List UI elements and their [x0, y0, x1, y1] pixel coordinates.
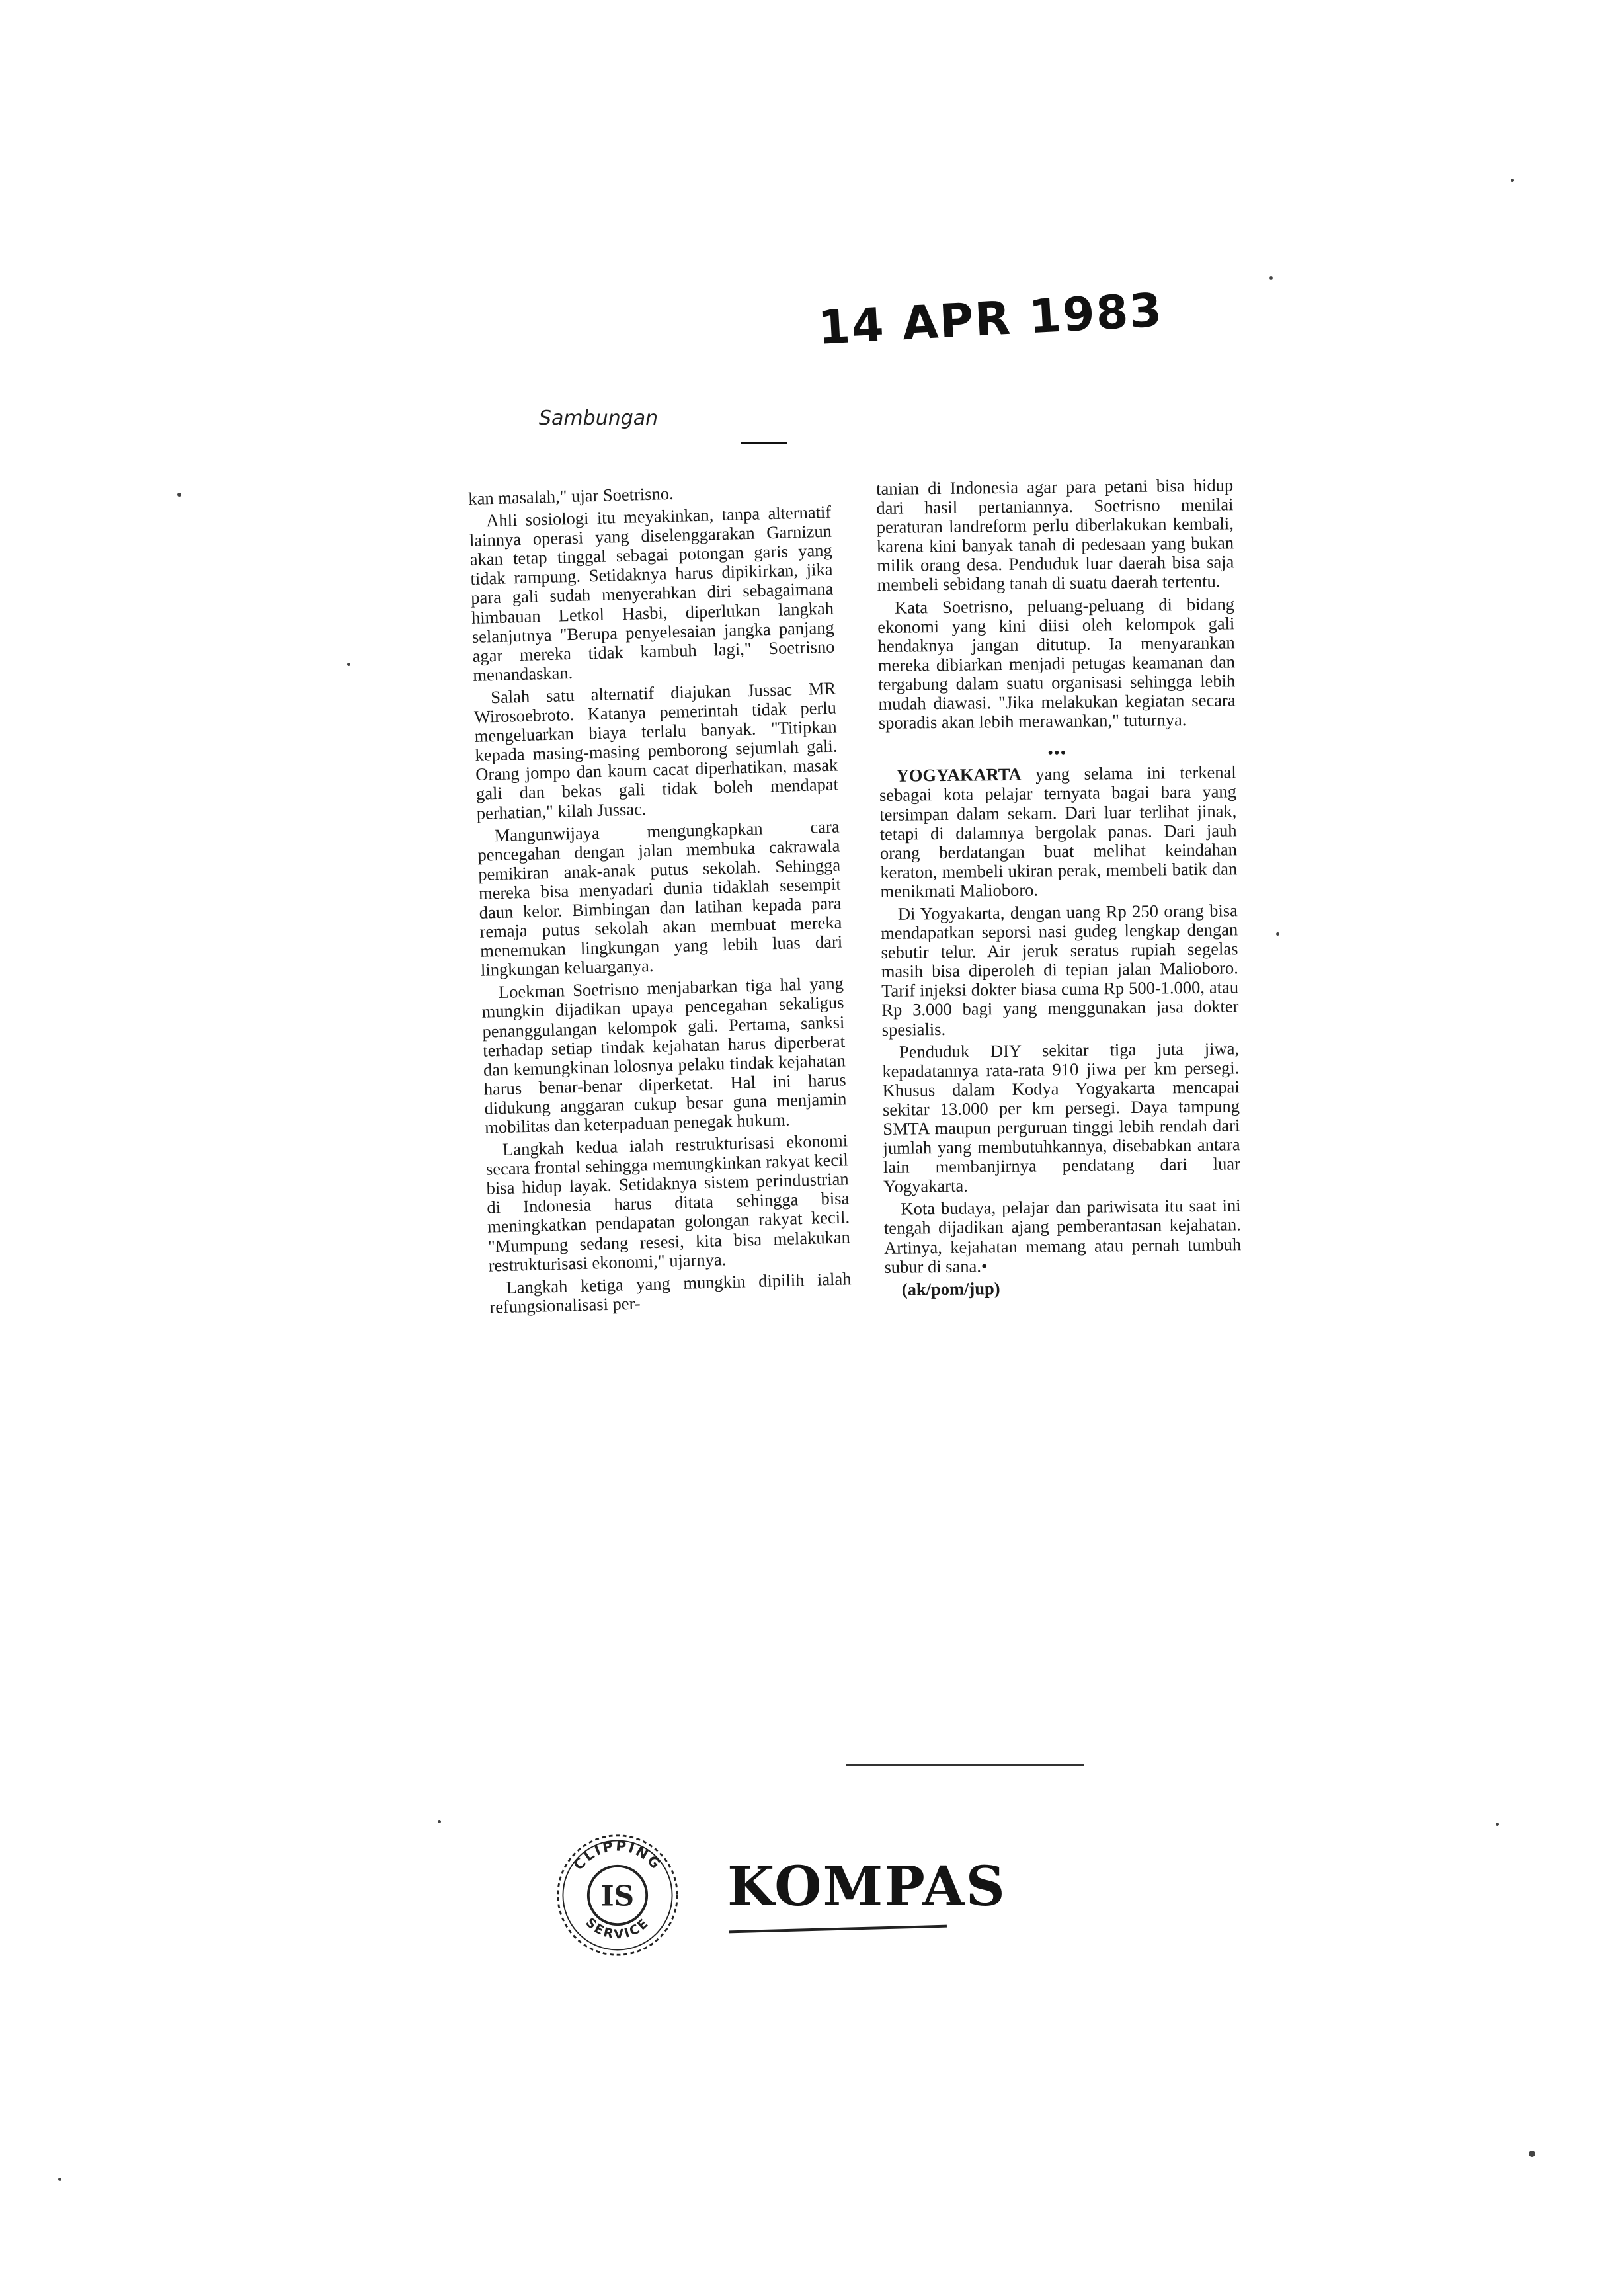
- article-paragraph: Ahli sosiologi itu meyakinkan, tanpa alternatif lainnya operasi yang diselenggarakan Garnizun akan tetap tinggal sebagai potongan garis yang tidak rampung. Setidaknya harus dipikirkan, jika para gali sudah menyerahkan diri sebagaimana himbauan Letkol Hasbi, diperlukan langkah selanjutnya "Berupa penyelesaian jangka panjang agar mereka tidak kambuh lagi," Soetrisno menandaskan.: [469, 501, 835, 685]
- article-paragraph: [879, 763, 1238, 901]
- article-paragraph: [883, 1196, 1241, 1277]
- continuation-label: Sambungan: [539, 407, 659, 430]
- article-paragraph: Di Yogyakarta, dengan uang Rp 250 orang bisa mendapatkan seporsi nasi gudeg lengkap dengan sebutir telur. Air jeruk seratus rupiah segelas masih bisa diperoleh di tepian jalan Malioboro. Tarif injeksi dokter biasa cuma Rp 500-1.000, atau Rp 3.000 bagi yang menggunakan jasa dokter spesialis.: [881, 900, 1239, 1040]
- scan-speck: [1511, 179, 1514, 182]
- scan-speck: [347, 663, 350, 666]
- article-column-left: [468, 480, 852, 1321]
- article-paragraph: Langkah kedua ialah restrukturisasi ekonomi secara frontal sehingga memungkinkan rakyat kecil bisa hidup layak. Setidaknya sistem perindustrian di Indonesia harus ditata sehingga bisa meningkatkan pendapatan golongan rakyat kecil. "Mumpung sedang resesi, kita bisa melakukan restrukturisasi ekonomi," ujarnya.: [485, 1130, 851, 1276]
- dateline: YOGYAKARTA: [896, 764, 1022, 786]
- article-paragraph: Kata Soetrisno, peluang-peluang di bidang ekonomi yang kini diisi oleh kelompok gali hendaknya jangan ditutup. Ia menyarankan mereka dibiarkan menjadi petugas keamanan dan tergabung dalam suatu organisasi sehingga lebih mudah diawasi. "Jika melakukan kegiatan secara sporadis akan lebih merawankan," tuturnya.: [877, 593, 1236, 733]
- seal-top-text: CLIPPING: [569, 1837, 665, 1873]
- dateline-text: yang selama ini terkenal sebagai kota pelajar ternyata bagai bara yang tersimpan dalam sekam. Dari luar terlihat jinak, tetapi di dalamnya bergolak panas. Dari jauh orang berdatangan buat melihat keindahan keraton, membeli ukiran perak, membeli batik dan menikmati Malioboro.: [879, 762, 1238, 901]
- scan-speck: [177, 493, 181, 497]
- article-paragraph: kan masalah," ujar Soetrisno.: [467, 483, 674, 509]
- section-separator: •••: [1047, 744, 1068, 761]
- seal-bottom-text: SERVICE: [583, 1914, 653, 1942]
- scan-speck: [438, 1820, 441, 1823]
- masthead-underline: [729, 1925, 947, 1934]
- end-mark: •: [981, 1255, 988, 1276]
- svg-text:CLIPPING: [570, 1837, 665, 1873]
- article-paragraph: Loekman Soetrisno menjabarkan tiga hal yang mungkin dijadikan upaya pencegahan sekaligus penanggulangan kelompok gali. Pertama, sanksi terhadap setiap tindak kejahatan harus diperberat dan kemungkinan lolosnya pelaku tindak kejahatan harus benar-benar diperketat. Hal ini harus didukung anggaran cukup besar guna menjamin mobilitas dan keterpaduan penegak hukum.: [481, 973, 847, 1137]
- scan-speck: [1529, 2151, 1535, 2157]
- scan-speck: [1269, 276, 1273, 280]
- clipping-service-seal: [554, 1832, 681, 1959]
- newspaper-masthead: KOMPAS: [727, 1855, 1006, 1918]
- svg-text:SERVICE: [583, 1914, 652, 1942]
- footer-rule: [846, 1764, 1084, 1766]
- article-paragraph: Penduduk DIY sekitar tiga juta jiwa, kepadatannya rata-rata 910 jiwa per km persegi. Khusus dalam Kodya Yogyakarta mencapai sekitar 13.000 per km persegi. Daya tampung SMTA maupun perguruan tinggi lebih rendah dari jumlah yang membutuhkannya, disebabkan antara lain membanjirnya pendatang dari luar Yogyakarta.: [882, 1038, 1241, 1197]
- scan-speck: [1496, 1823, 1499, 1826]
- article-column-right: [876, 475, 1242, 1302]
- article-paragraph: Mangunwijaya mengungkapkan cara pencegahan dengan jalan membuka cakrawala pemikiran anak-anak putus sekolah. Sehingga mereka bisa menyadari dunia tidaklah sesempit daun kelor. Bimbingan dan latihan kepada para remaja putus sekolah akan membuat mereka menemukan lingkungan yang lebih luas dari lingkungan keluarganya.: [477, 816, 843, 980]
- article-paragraph: Langkah ketiga yang mungkin dipilih ialah refungsionalisasi per-: [489, 1268, 852, 1317]
- seal-monogram: IS: [600, 1879, 635, 1912]
- article-paragraph: tanian di Indonesia agar para petani bisa hidup dari hasil pertaniannya. Soetrisno menilai peraturan landreform perlu diberlakukan kembali, karena kini banyak tanah di pedesaan yang bukan milik orang desa. Penduduk luar daerah bisa saja membeli sebidang tanah di suatu daerah tertentu.: [875, 475, 1234, 595]
- date-stamp: 14 APR 1983: [817, 282, 1164, 355]
- byline: (ak/pom/jup): [901, 1278, 1000, 1299]
- scan-speck: [58, 2178, 61, 2181]
- header-rule: [741, 442, 787, 444]
- closing-text: Kota budaya, pelajar dan pariwisata itu saat ini tengah dijadikan ajang pemberantasan kejahatan. Artinya, kejahatan memang atau pernah tumbuh subur di sana.: [883, 1195, 1242, 1277]
- article-paragraph: Salah satu alternatif diajukan Jussac MR Wirosoebroto. Katanya pemerintah tidak perlu mengeluarkan biaya terlalu banyak. "Titipkan kepada masing-masing pemborong sejumlah gali. Orang jompo dan kaum cacat diperhatikan, masak gali dan bekas gali tidak boleh mendapat perhatian," kilah Jussac.: [473, 678, 839, 823]
- scan-speck: [1276, 932, 1279, 936]
